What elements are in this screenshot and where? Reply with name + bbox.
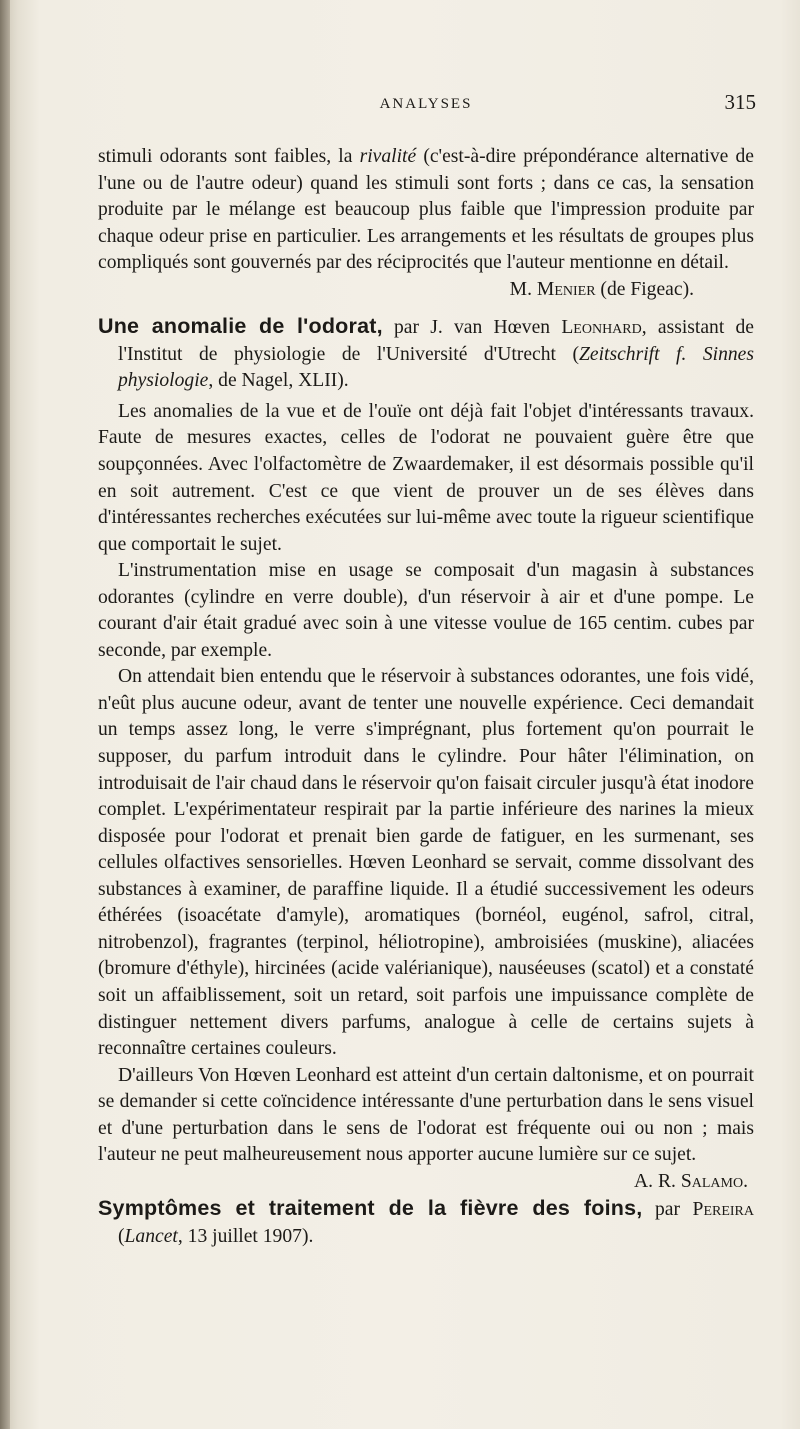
paragraph-text: (c'est-à-dire prépondérance alternative de l'une ou de l'autre odeur) quand les stimuli sont forts ; dans ce cas, la sensation produite par le mélange est beaucoup plus faible que l'impression produite par chaque odeur prise en particulier. Les arrangements et les résultats de groupes plus compliqués sont gouvernés par des réciprocités que l'auteur mentionne en détail. [98,146,754,274]
paragraph: On attendait bien entendu que le réservoir à substances odorantes, une fois vidé, n'eût plus aucune odeur, avant de tenter une nouvelle expérience. Ceci demandait un temps assez long, le verre s'imprégnant, plus fortement qu'on pourrait le supposer, du parfum introduit dans le cylindre. Pour hâter l'élimination, on introduisait de l'air chaud dans le réservoir qu'on faisait circuler jusqu'à état inodore complet. L'expérimentateur respirait par la partie inférieure des narines la mieux disposée pour l'odorat et prenait bien garde de fatiguer, en les surmenant, ses cellules olfactives sensorielles. Hœven Leonhard se servait, comme dissolvant des substances à examiner, de paraffine liquide. Il a étudié successivement les odeurs éthérées (isoacétate d'amyle), aromatiques (bornéol, eugénol, safrol, citral, nitrobenzol), fragrantes (terpinol, héliotropine), ambroisiées (muskine), aliacées (bromure d'éthyle), hircinées (acide valérianique), nauséeuses (scatol) et a constaté soit un affaiblissement, soit un retard, soit parfois une impuissance complète de distinguer nettement divers parfums, analogue à celle de certains sujets à reconnaître certaines couleurs. [98,666,754,1060]
paragraph: D'ailleurs Von Hœven Leonhard est atteint d'un certain daltonisme, et on pourrait se demander si cette coïncidence intéressante d'une perturbation dans le sens visuel et d'une perturbation dans le sens de l'odorat est fréquente oui ou non ; mais l'auteur ne peut malheureusement nous apporter aucune lumière sur ce sujet. [98,1064,754,1166]
paragraph: L'instrumentation mise en usage se composait d'un magasin à substances odorantes (cylindre en verre double), d'un réservoir à air et d'une pompe. Le courant d'air était gradué avec soin à une vitesse voulue de 165 centim. cubes par seconde, par exemple. [98,560,754,661]
article-heading: Symptômes et traitement de la fièvre des foins, par Pereira (Lancet, 13 juillet 1907). [98,1196,754,1247]
paragraph-continuation [98,144,754,277]
running-head: ANALYSES [379,96,473,112]
italic-term: rivalité [359,146,417,167]
signature: M. Menier (de Figeac). [509,278,694,300]
signature-name: Salamo [680,1170,744,1192]
signature: A. R. Salamo. [634,1170,748,1192]
page-header [96,88,756,128]
article-heading: Une anomalie de l'odorat, par J. van Hœven Leonhard, assistant de l'Institut de physiologie de l'Université d'Utrecht (Zeitschrift f. Sinnes physiologie, de Nagel, XLII). [98,314,754,392]
paragraph: Les anomalies de la vue et de l'ouïe ont déjà fait l'objet d'intéressants travaux. Faute de mesures exactes, celles de l'odorat ne pouvaient guère être que soupçonnées. Avec l'olfactomètre de Zwaardemaker, il est désormais possible qu'il en soit autrement. C'est ce que vient de prouver un de ses élèves dans d'intéressantes recherches exécutées sur lui-même avec toute la rigueur scientifique que comportait le sujet. [98,400,754,555]
author-name: Leonhard [561,317,642,339]
page-number: 315 [724,90,756,114]
author-name: Pereira [692,1199,754,1221]
article-title: Symptômes et traitement de la fièvre des foins, [98,1196,643,1221]
article-title: Une anomalie de l'odorat, [98,314,383,339]
journal-name: Zeitschrift f. Sinnes physiologie [118,343,754,392]
body-text [98,144,754,1250]
paragraph-text: stimuli odorants sont faibles, la [98,146,360,167]
book-spine-shadow [0,0,10,1429]
signature-name: Menier [536,278,596,300]
journal-name: Lancet [124,1225,178,1247]
